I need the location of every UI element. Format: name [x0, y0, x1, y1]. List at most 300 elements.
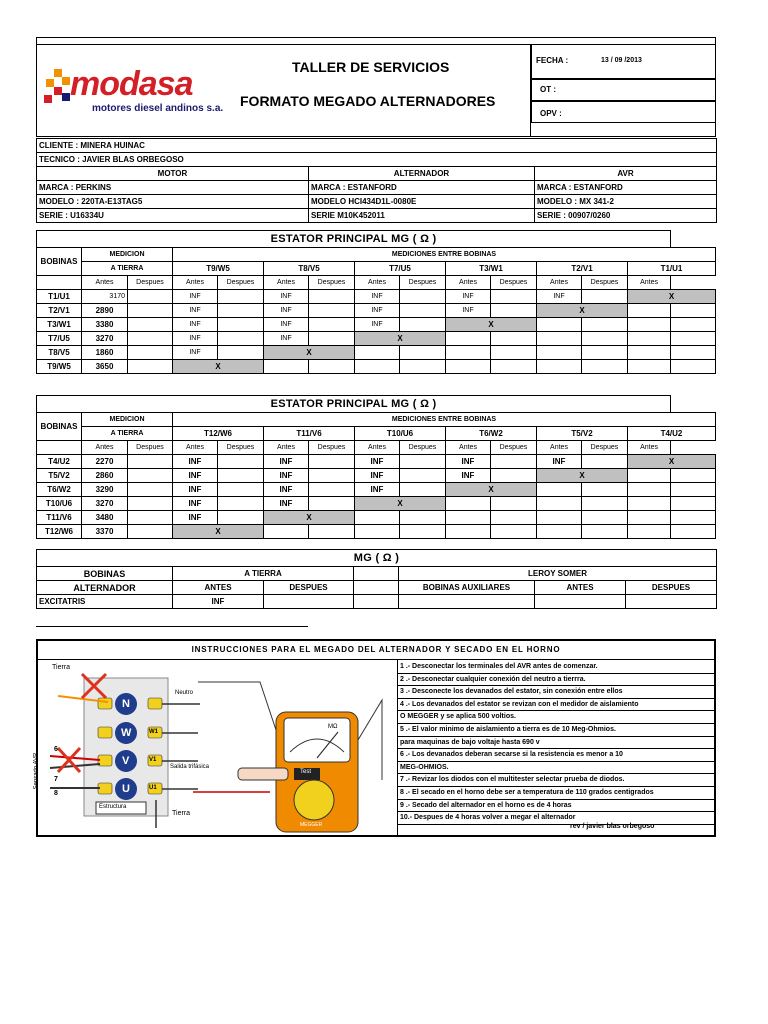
between-antes-value[interactable]: X: [173, 360, 264, 374]
between-despues-value[interactable]: [582, 525, 628, 539]
section-b-col-header: T6/W2: [446, 427, 537, 441]
bobina-name: T5/V2: [37, 469, 82, 483]
section-b-medicion: MEDICION: [82, 413, 173, 427]
between-despues-value[interactable]: [582, 497, 628, 511]
between-despues-value[interactable]: [218, 346, 264, 360]
between-despues-value[interactable]: [491, 304, 537, 318]
tierra-despues-value[interactable]: [128, 469, 173, 483]
section-c-bobinas: BOBINAS: [37, 567, 173, 581]
alternador-marca[interactable]: MARCA : ESTANFORD: [309, 181, 535, 195]
between-antes-value[interactable]: INF: [173, 497, 218, 511]
between-despues-value[interactable]: [491, 346, 537, 360]
between-antes-value[interactable]: X: [537, 469, 628, 483]
between-antes-value[interactable]: X: [628, 290, 716, 304]
section-a-mediciones: MEDICIONES ENTRE BOBINAS: [173, 248, 716, 262]
section-b-col-header: T12/W6: [173, 427, 264, 441]
mg-table: [36, 549, 717, 609]
between-antes-value[interactable]: [537, 360, 582, 374]
terminal-w1: W1: [149, 729, 158, 735]
instruction-item: MEG-OHMIOS.: [398, 762, 716, 775]
between-despues-value[interactable]: [582, 455, 628, 469]
between-antes-value[interactable]: X: [537, 304, 628, 318]
bobina-name: T3/W1: [37, 318, 82, 332]
between-despues-value[interactable]: [218, 469, 264, 483]
between-despues-value[interactable]: [582, 332, 628, 346]
tierra-antes-value[interactable]: 3370: [82, 525, 128, 539]
section-a-col-header: T8/V5: [264, 262, 355, 276]
between-despues-value[interactable]: [218, 497, 264, 511]
info-table: [36, 138, 717, 223]
avr-heading: AVR: [535, 167, 717, 181]
section-b-mediciones: MEDICIONES ENTRE BOBINAS: [173, 413, 716, 427]
company-logo: [44, 65, 234, 125]
between-antes-value[interactable]: X: [446, 318, 537, 332]
divider-line: [36, 626, 308, 627]
between-antes-value[interactable]: INF: [173, 455, 218, 469]
between-antes-value[interactable]: INF: [355, 483, 400, 497]
section-a-col-header: T1/U1: [628, 262, 716, 276]
tierra-despues-value[interactable]: [128, 346, 173, 360]
wiring-diagram-svg: [38, 660, 396, 835]
between-antes-value[interactable]: [628, 483, 671, 497]
between-antes-value[interactable]: INF: [173, 469, 218, 483]
section-b-col-header: T5/V2: [537, 427, 628, 441]
tierra-despues-value[interactable]: [128, 332, 173, 346]
section-c-title: MG ( Ω ): [37, 550, 717, 567]
subheader-antes: Antes: [82, 441, 128, 455]
tierra-antes-value[interactable]: 2860: [82, 469, 128, 483]
between-despues-value[interactable]: [582, 318, 628, 332]
form-title-1: TALLER DE SERVICIOS: [292, 59, 450, 75]
between-antes-value[interactable]: [446, 525, 491, 539]
between-antes-value[interactable]: [628, 346, 671, 360]
subheader-despues: Despues: [582, 441, 628, 455]
between-despues-value[interactable]: [671, 497, 716, 511]
bobina-name: T2/V1: [37, 304, 82, 318]
between-despues-value[interactable]: [491, 511, 537, 525]
section-b-bobinas: BOBINAS: [37, 413, 82, 441]
tierra-antes-value[interactable]: 3170: [82, 290, 128, 304]
bobina-name: T12/W6: [37, 525, 82, 539]
between-antes-value[interactable]: INF: [173, 483, 218, 497]
instruction-item: 9 .- Secado del alternador en el horno es de 4 horas: [398, 800, 716, 813]
subheader-despues: Despues: [128, 441, 173, 455]
bobina-name: T10/U6: [37, 497, 82, 511]
section-c-alternador: ALTERNADOR: [37, 581, 173, 595]
fecha-label: FECHA :: [536, 56, 569, 65]
between-antes-value[interactable]: X: [355, 497, 446, 511]
instruction-item: para maquinas de bajo voltaje hasta 690 v: [398, 737, 716, 750]
between-despues-value[interactable]: [309, 360, 355, 374]
section-b-col-header: T10/U6: [355, 427, 446, 441]
between-antes-value[interactable]: INF: [264, 497, 309, 511]
between-despues-value[interactable]: [309, 483, 355, 497]
between-despues-value[interactable]: [671, 525, 716, 539]
tierra-despues-value[interactable]: [128, 511, 173, 525]
wiring-diagram: [33, 660, 396, 835]
instruction-item: 3 .- Desconecte los devanados del estator, sin conexión entre ellos: [398, 686, 716, 699]
terminal-n: N: [122, 698, 130, 710]
between-despues-value[interactable]: [400, 290, 446, 304]
between-despues-value[interactable]: [671, 332, 716, 346]
between-despues-value[interactable]: [309, 332, 355, 346]
section-a-title: ESTATOR PRINCIPAL MG ( Ω ): [37, 231, 671, 248]
between-despues-value[interactable]: [671, 483, 716, 497]
section-c-antes2: ANTES: [535, 581, 626, 595]
between-antes-value[interactable]: INF: [173, 290, 218, 304]
between-despues-value[interactable]: [218, 318, 264, 332]
avr-serie[interactable]: SERIE : 00907/0260: [535, 209, 717, 223]
terminal-v1: V1: [149, 757, 157, 763]
motor-modelo[interactable]: MODELO : 220TA-E13TAG5: [37, 195, 309, 209]
between-despues-value[interactable]: [400, 483, 446, 497]
between-despues-value[interactable]: [491, 469, 537, 483]
between-antes-value[interactable]: [537, 511, 582, 525]
between-despues-value[interactable]: [218, 290, 264, 304]
tierra-bottom-label: Tierra: [172, 810, 191, 817]
ot-label: OT :: [540, 85, 556, 94]
form-title-2: FORMATO MEGADO ALTERNADORES: [240, 93, 496, 109]
excitatris-antes[interactable]: INF: [173, 595, 264, 609]
subheader-antes: Antes: [264, 276, 309, 290]
between-despues-value[interactable]: [491, 455, 537, 469]
between-despues-value[interactable]: [671, 511, 716, 525]
avr-marca[interactable]: MARCA : ESTANFORD: [535, 181, 717, 195]
between-despues-value[interactable]: [582, 360, 628, 374]
subheader-despues: Despues: [309, 441, 355, 455]
between-antes-value[interactable]: INF: [355, 455, 400, 469]
subheader-despues: Despues: [309, 276, 355, 290]
tierra-despues-value[interactable]: [128, 497, 173, 511]
between-despues-value[interactable]: [309, 469, 355, 483]
megger-test-button: Test: [300, 769, 312, 775]
between-despues-value[interactable]: [218, 511, 264, 525]
between-antes-value[interactable]: [628, 332, 671, 346]
company-name: modasa: [70, 65, 193, 103]
subheader-antes: Antes: [355, 276, 400, 290]
alternador-serie[interactable]: SERIE M10K452011: [309, 209, 535, 223]
between-despues-value[interactable]: [491, 290, 537, 304]
instruction-item: 2 .- Desconectar cualquier conexión del neutro a tierrra.: [398, 674, 716, 687]
sensado-label: Sensado AVR: [33, 752, 40, 790]
table-row: [37, 469, 716, 483]
between-despues-value[interactable]: [309, 525, 355, 539]
between-antes-value[interactable]: X: [446, 483, 537, 497]
tierra-antes-value[interactable]: 3480: [82, 511, 128, 525]
bobina-name: T1/U1: [37, 290, 82, 304]
bobina-name: T9/W5: [37, 360, 82, 374]
subheader-antes: Antes: [446, 276, 491, 290]
between-antes-value[interactable]: [628, 318, 671, 332]
section-a-col-header: T2/V1: [537, 262, 628, 276]
between-antes-value[interactable]: [537, 497, 582, 511]
instruction-item: 1 .- Desconectar los terminales del AVR antes de comenzar.: [398, 661, 716, 674]
between-despues-value[interactable]: [491, 525, 537, 539]
between-antes-value[interactable]: INF: [264, 455, 309, 469]
subheader-antes: Antes: [628, 441, 671, 455]
instruction-item: 10.- Despues de 4 horas volver a megar el alternador: [398, 812, 716, 825]
between-antes-value[interactable]: [537, 318, 582, 332]
section-b-title: ESTATOR PRINCIPAL MG ( Ω ): [37, 396, 671, 413]
between-despues-value[interactable]: [309, 304, 355, 318]
instruction-item: 8 .- El secado en el horno debe ser a temperatura de 110 grados centigrados: [398, 787, 716, 800]
section-a-col-header: T3/W1: [446, 262, 537, 276]
terminal-u1: U1: [149, 785, 157, 791]
between-antes-value[interactable]: [628, 525, 671, 539]
table-row: [37, 318, 716, 332]
tierra-despues-value[interactable]: [128, 290, 173, 304]
tierra-despues-value[interactable]: [128, 360, 173, 374]
between-antes-value[interactable]: INF: [264, 332, 309, 346]
between-despues-value[interactable]: [582, 346, 628, 360]
between-antes-value[interactable]: [537, 525, 582, 539]
tierra-antes-value[interactable]: 2890: [82, 304, 128, 318]
between-despues-value[interactable]: [400, 525, 446, 539]
between-despues-value[interactable]: [309, 455, 355, 469]
section-a-col-header: T7/U5: [355, 262, 446, 276]
between-despues-value[interactable]: [400, 360, 446, 374]
between-antes-value[interactable]: INF: [264, 469, 309, 483]
between-antes-value[interactable]: [537, 332, 582, 346]
section-b-a-tierra: A TIERRA: [82, 427, 173, 441]
tierra-antes-value[interactable]: 3270: [82, 497, 128, 511]
table-row: [37, 332, 716, 346]
between-antes-value[interactable]: [628, 360, 671, 374]
estator-table-b: [36, 395, 716, 539]
subheader-antes: Antes: [537, 441, 582, 455]
between-antes-value[interactable]: [446, 511, 491, 525]
estructura-label: Estructura: [99, 804, 127, 810]
between-antes-value[interactable]: INF: [264, 318, 309, 332]
bobina-name: T8/V5: [37, 346, 82, 360]
opv-label: OPV :: [540, 109, 562, 118]
between-antes-value[interactable]: [628, 511, 671, 525]
table-row: [37, 511, 716, 525]
between-antes-value[interactable]: INF: [173, 304, 218, 318]
between-antes-value[interactable]: INF: [355, 318, 400, 332]
logo-mark-icon: [44, 69, 72, 105]
between-despues-value[interactable]: [671, 469, 716, 483]
between-antes-value[interactable]: [537, 483, 582, 497]
motor-marca[interactable]: MARCA : PERKINS: [37, 181, 309, 195]
table-row: [37, 360, 716, 374]
between-despues-value[interactable]: [400, 304, 446, 318]
between-antes-value[interactable]: [446, 360, 491, 374]
between-despues-value[interactable]: [309, 318, 355, 332]
table-row: [37, 455, 716, 469]
alternador-heading: ALTERNADOR: [309, 167, 535, 181]
subheader-despues: Despues: [491, 276, 537, 290]
megger-unit: MΩ: [328, 724, 338, 730]
between-antes-value[interactable]: [264, 360, 309, 374]
bobina-name: T7/U5: [37, 332, 82, 346]
between-despues-value[interactable]: [582, 511, 628, 525]
between-despues-value[interactable]: [582, 290, 628, 304]
between-despues-value[interactable]: [671, 304, 716, 318]
between-antes-value[interactable]: [355, 360, 400, 374]
between-antes-value[interactable]: INF: [446, 304, 491, 318]
between-despues-value[interactable]: [309, 290, 355, 304]
between-antes-value[interactable]: INF: [173, 511, 218, 525]
between-despues-value[interactable]: [491, 497, 537, 511]
tierra-despues-value[interactable]: [128, 304, 173, 318]
between-antes-value[interactable]: X: [264, 511, 355, 525]
subheader-antes: Antes: [173, 276, 218, 290]
table-row: [37, 346, 716, 360]
subheader-despues: Despues: [128, 276, 173, 290]
tierra-top-label: Tierra: [52, 664, 71, 671]
subheader-antes: Antes: [446, 441, 491, 455]
between-despues-value[interactable]: [218, 304, 264, 318]
between-antes-value[interactable]: [537, 346, 582, 360]
table-row: [37, 525, 716, 539]
company-subtitle: motores diesel andinos s.a.: [92, 103, 224, 114]
table-row: [37, 290, 716, 304]
section-c-aux: BOBINAS AUXILIARES: [399, 581, 535, 595]
wire-7: 7: [54, 776, 58, 783]
between-antes-value[interactable]: [628, 469, 671, 483]
between-antes-value[interactable]: X: [264, 346, 355, 360]
subheader-despues: Despues: [400, 276, 446, 290]
subheader-antes: Antes: [173, 441, 218, 455]
between-despues-value[interactable]: [309, 497, 355, 511]
between-antes-value[interactable]: INF: [355, 290, 400, 304]
subheader-despues: Despues: [218, 441, 264, 455]
between-antes-value[interactable]: INF: [173, 332, 218, 346]
between-antes-value[interactable]: X: [355, 332, 446, 346]
between-antes-value[interactable]: INF: [355, 469, 400, 483]
excitatris-despues[interactable]: [264, 595, 354, 609]
between-despues-value[interactable]: [400, 455, 446, 469]
instruction-item: 7 .- Revizar los diodos con el multitester selectar prueba de diodos.: [398, 774, 716, 787]
subheader-despues: Despues: [218, 276, 264, 290]
motor-serie[interactable]: SERIE : U16334U: [37, 209, 309, 223]
section-c-antes: ANTES: [173, 581, 264, 595]
tierra-antes-value[interactable]: 2270: [82, 455, 128, 469]
between-despues-value[interactable]: [582, 483, 628, 497]
tierra-antes-value[interactable]: 1860: [82, 346, 128, 360]
between-despues-value[interactable]: [400, 346, 446, 360]
between-despues-value[interactable]: [491, 332, 537, 346]
fecha-value[interactable]: 13 / 09 /2013: [601, 57, 642, 64]
section-c-despues2: DESPUES: [626, 581, 717, 595]
ot-box: [531, 79, 716, 101]
section-a-a-tierra: A TIERRA: [82, 262, 173, 276]
between-antes-value[interactable]: [355, 511, 400, 525]
estator-table-a: [36, 230, 716, 374]
section-a-medicion: MEDICION: [82, 248, 173, 262]
between-antes-value[interactable]: [264, 525, 309, 539]
tierra-antes-value[interactable]: 3290: [82, 483, 128, 497]
instruction-item: 5 .- El valor minimo de aislamiento a tierra es de 10 Meg-Ohmios.: [398, 724, 716, 737]
between-antes-value[interactable]: INF: [264, 304, 309, 318]
tierra-antes-value[interactable]: 3380: [82, 318, 128, 332]
instruction-item: O MEGGER y se aplica 500 voltios.: [398, 711, 716, 724]
wire-8: 8: [54, 790, 58, 797]
between-antes-value[interactable]: INF: [264, 483, 309, 497]
wire-6: 6: [54, 746, 58, 753]
subheader-antes: Antes: [264, 441, 309, 455]
between-despues-value[interactable]: [218, 455, 264, 469]
cliente-field[interactable]: CLIENTE : MINERA HUINAC: [37, 139, 717, 153]
tierra-despues-value[interactable]: [128, 455, 173, 469]
tecnico-field[interactable]: TECNICO : JAVIER BLAS ORBEGOSO: [37, 153, 717, 167]
table-row: [37, 304, 716, 318]
neutro-label: Neutro: [175, 690, 194, 696]
section-b-col-header: T4/U2: [628, 427, 716, 441]
between-antes-value[interactable]: [355, 525, 400, 539]
section-a-col-header: T9/W5: [173, 262, 264, 276]
subheader-antes: Antes: [82, 276, 128, 290]
between-antes-value[interactable]: [628, 304, 671, 318]
bobina-name: T6/W2: [37, 483, 82, 497]
subheader-antes: Antes: [628, 276, 671, 290]
between-antes-value[interactable]: [446, 332, 491, 346]
between-antes-value[interactable]: [628, 497, 671, 511]
between-despues-value[interactable]: [400, 469, 446, 483]
avr-modelo[interactable]: MODELO : MX 341-2: [535, 195, 717, 209]
between-antes-value[interactable]: INF: [446, 469, 491, 483]
section-c-leroy: LEROY SOMER: [399, 567, 717, 581]
section-c-a-tierra: A TIERRA: [173, 567, 354, 581]
between-despues-value[interactable]: [400, 318, 446, 332]
terminal-w: W: [121, 727, 132, 739]
between-antes-value[interactable]: INF: [537, 290, 582, 304]
between-despues-value[interactable]: [400, 511, 446, 525]
motor-heading: MOTOR: [37, 167, 309, 181]
tierra-despues-value[interactable]: [128, 483, 173, 497]
section-c-despues: DESPUES: [264, 581, 354, 595]
alternador-modelo[interactable]: MODELO HCI434D1L-0080E: [309, 195, 535, 209]
between-antes-value[interactable]: INF: [264, 290, 309, 304]
between-antes-value[interactable]: [446, 497, 491, 511]
between-antes-value[interactable]: INF: [446, 455, 491, 469]
between-antes-value[interactable]: [446, 346, 491, 360]
tierra-despues-value[interactable]: [128, 318, 173, 332]
table-row: [37, 497, 716, 511]
subheader-antes: Antes: [537, 276, 582, 290]
between-antes-value[interactable]: INF: [537, 455, 582, 469]
table-row: [37, 483, 716, 497]
between-antes-value[interactable]: INF: [355, 304, 400, 318]
tierra-antes-value[interactable]: 3650: [82, 360, 128, 374]
between-antes-value[interactable]: INF: [173, 346, 218, 360]
between-antes-value[interactable]: X: [628, 455, 716, 469]
between-antes-value[interactable]: INF: [446, 290, 491, 304]
instruction-item: 4 .- Los devanados del estator se revizan con el medidor de aislamiento: [398, 699, 716, 712]
terminal-u: U: [122, 783, 130, 795]
instructions-title: INSTRUCCIONES PARA EL MEGADO DEL ALTERNADOR Y SECADO EN EL HORNO: [36, 641, 716, 660]
bobina-name: T4/U2: [37, 455, 82, 469]
section-a-bobinas: BOBINAS: [37, 248, 82, 276]
between-despues-value[interactable]: [671, 318, 716, 332]
between-despues-value[interactable]: [218, 483, 264, 497]
between-antes-value[interactable]: INF: [173, 318, 218, 332]
between-despues-value[interactable]: [218, 332, 264, 346]
between-despues-value[interactable]: [491, 360, 537, 374]
between-antes-value[interactable]: X: [173, 525, 264, 539]
tierra-antes-value[interactable]: 3270: [82, 332, 128, 346]
terminal-v: V: [122, 755, 130, 767]
section-b-col-header: T11/V6: [264, 427, 355, 441]
subheader-despues: Despues: [582, 276, 628, 290]
between-despues-value[interactable]: [671, 346, 716, 360]
megger-brand: MEGGER: [300, 822, 323, 828]
between-antes-value[interactable]: [355, 346, 400, 360]
form-sheet: [33, 37, 716, 837]
between-despues-value[interactable]: [671, 360, 716, 374]
tierra-despues-value[interactable]: [128, 525, 173, 539]
